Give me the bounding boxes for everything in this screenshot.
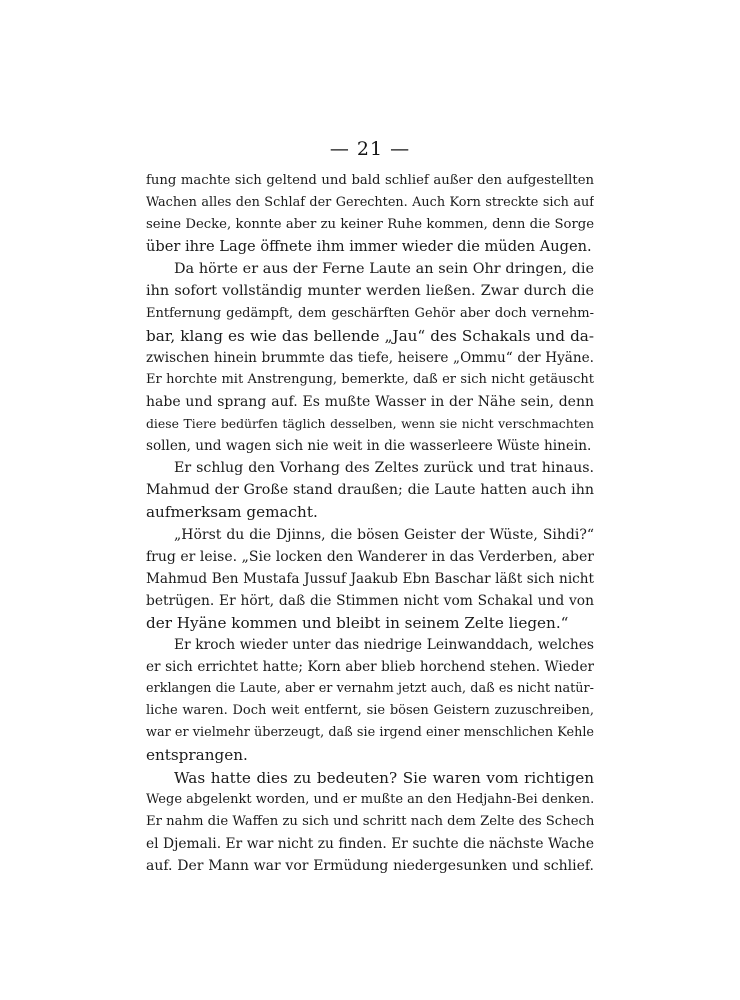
page-number-header: — 21 — xyxy=(329,138,411,160)
text-line: „Hörst du die Djinns, die bösen Geister der Wüste, Sihdi?“ xyxy=(174,526,594,543)
text-line: Wege abgelenkt worden, und er mußte an den Hedjahn-Bei denken. xyxy=(146,791,594,807)
text-line: ihn sofort vollständig munter werden ließen. Zwar durch die xyxy=(146,283,594,300)
text-line: auf. Der Mann war vor Ermüdung niedergesunken und schlief. xyxy=(146,857,594,874)
text-line: habe und sprang auf. Es mußte Wasser in der Nähe sein, denn xyxy=(146,393,594,410)
text-line: fung machte sich geltend und bald schlief außer den aufgestellten xyxy=(146,173,594,188)
text-line: Entfernung gedämpft, dem geschärften Gehör aber doch vernehm- xyxy=(146,305,594,321)
text-line: über ihre Lage öffnete ihm immer wieder die müden Augen. xyxy=(146,238,592,256)
text-line: war er vielmehr überzeugt, daß sie irgend einer menschlichen Kehle xyxy=(146,725,594,741)
text-line: Er schlug den Vorhang des Zeltes zurück und trat hinaus. xyxy=(174,460,594,477)
text-line: erklangen die Laute, aber er vernahm jetzt auch, daß es nicht natür- xyxy=(146,681,594,697)
text-line: Wachen alles den Schlaf der Gerechten. Auch Korn streckte sich auf xyxy=(146,195,594,211)
text-line: er sich errichtet hatte; Korn aber blieb horchend stehen. Wieder xyxy=(146,659,594,676)
text-line: der Hyäne kommen und bleibt in seinem Zelte liegen.“ xyxy=(146,613,569,632)
text-line: Er nahm die Waffen zu sich und schritt nach dem Zelte des Schech xyxy=(146,813,594,829)
text-line: aufmerksam gemacht. xyxy=(146,503,318,522)
text-line: sollen, und wagen sich nie weit in die wasserleere Wüste hinein. xyxy=(146,438,592,455)
text-line: Was hatte dies zu bedeuten? Sie waren vom richtigen xyxy=(174,768,594,787)
body-text xyxy=(146,170,594,877)
text-line: Mahmud Ben Mustafa Jussuf Jaakub Ebn Baschar läßt sich nicht xyxy=(146,570,594,587)
text-line: el Djemali. Er war nicht zu finden. Er suchte die nächste Wache xyxy=(146,835,594,852)
text-line: frug er leise. „Sie locken den Wanderer in das Verderben, aber xyxy=(146,548,594,565)
text-line: betrügen. Er hört, daß die Stimmen nicht vom Schakal und von xyxy=(146,592,594,609)
text-line: seine Decke, konnte aber zu keiner Ruhe kommen, denn die Sorge xyxy=(146,217,594,233)
text-line: liche waren. Doch weit entfernt, sie bösen Geistern zuzuschreiben, xyxy=(146,703,594,719)
text-line: Da hörte er aus der Ferne Laute an sein Ohr dringen, die xyxy=(174,261,594,278)
text-line: Er kroch wieder unter das niedrige Leinwanddach, welches xyxy=(174,636,594,653)
text-line: entsprangen. xyxy=(146,746,248,765)
text-line: Er horchte mit Anstrengung, bemerkte, daß er sich nicht getäuscht xyxy=(146,371,594,387)
text-line: diese Tiere bedürfen täglich desselben, wenn sie nicht verschmachten xyxy=(146,416,594,432)
text-line: bar, klang es wie das bellende „Jau“ des Schakals und da- xyxy=(146,326,594,345)
text-line: Mahmud der Große stand draußen; die Laute hatten auch ihn xyxy=(146,482,594,499)
text-line: zwischen hinein brummte das tiefe, heisere „Ommu“ der Hyäne. xyxy=(146,349,594,366)
